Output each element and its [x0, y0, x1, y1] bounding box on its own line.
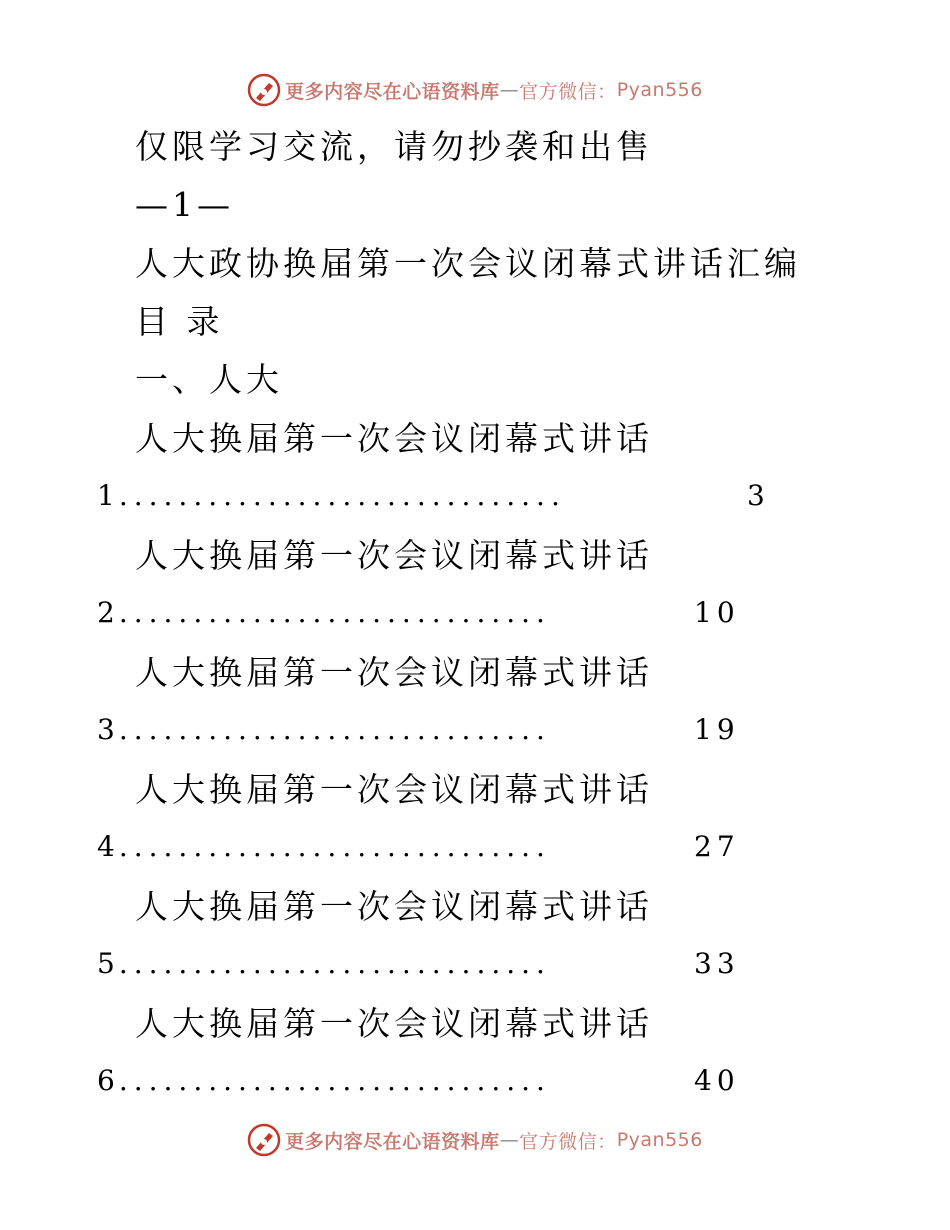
document-title: 人大政协换届第一次会议闭幕式讲话汇编: [135, 244, 801, 283]
toc-entry-row: [97, 478, 797, 514]
toc-entry-title: 人大换届第一次会议闭幕式讲话: [135, 887, 653, 926]
toc-entry-number: 4: [97, 830, 119, 863]
page-marker: —1—: [135, 185, 234, 224]
toc-leader-dots: .............................: [118, 713, 551, 746]
toc-entry-row: [97, 946, 797, 982]
toc-entry-title: 人大换届第一次会议闭幕式讲话: [135, 419, 653, 458]
footer-watermark: [0, 1120, 950, 1160]
usage-notice: 仅限学习交流，请勿抄袭和出售: [135, 127, 653, 166]
watermark-wechat-id: Pyan556: [616, 79, 703, 101]
toc-heading: 目 录: [135, 302, 224, 341]
toc-page-number: 33: [694, 947, 740, 980]
watermark-wechat-id: Pyan556: [616, 1129, 703, 1151]
toc-entry-row: [97, 829, 797, 865]
toc-page-number: 3: [747, 479, 770, 512]
watermark-separator: —: [499, 1129, 520, 1151]
watermark-wechat-label: 官方微信：: [519, 80, 617, 103]
toc-page-number: 19: [694, 713, 740, 746]
toc-entry-row: [97, 712, 797, 748]
toc-entry-title: 人大换届第一次会议闭幕式讲话: [135, 770, 653, 809]
toc-page-number: 27: [694, 830, 740, 863]
toc-entry-row: [97, 1063, 797, 1099]
toc-entry-number: 3: [97, 713, 119, 746]
toc-leader-dots: .............................: [118, 596, 551, 629]
pen-logo-icon: [247, 73, 281, 107]
toc-leader-dots: .............................: [118, 947, 551, 980]
watermark-separator: —: [499, 79, 520, 101]
toc-entry-title: 人大换届第一次会议闭幕式讲话: [135, 536, 653, 575]
watermark-main-text: 更多内容尽在心语资料库: [285, 1130, 500, 1153]
toc-entry-number: 1: [97, 479, 119, 512]
toc-leader-dots: .............................: [118, 1064, 551, 1097]
toc-entry-title: 人大换届第一次会议闭幕式讲话: [135, 653, 653, 692]
toc-leader-dots: .............................: [118, 830, 551, 863]
header-watermark: [0, 70, 950, 110]
toc-page-number: 10: [694, 596, 740, 629]
watermark-main-text: 更多内容尽在心语资料库: [285, 80, 500, 103]
toc-entry-number: 6: [97, 1064, 119, 1097]
toc-entry-title: 人大换届第一次会议闭幕式讲话: [135, 1004, 653, 1043]
section-heading: 一、人大: [135, 360, 283, 399]
watermark-wechat-label: 官方微信：: [519, 1130, 617, 1153]
toc-page-number: 40: [694, 1064, 740, 1097]
pen-logo-icon: [247, 1123, 281, 1157]
toc-entry-row: [97, 595, 797, 631]
toc-entry-number: 2: [97, 596, 119, 629]
toc-entry-number: 5: [97, 947, 119, 980]
toc-leader-dots: ..............................: [118, 479, 566, 512]
